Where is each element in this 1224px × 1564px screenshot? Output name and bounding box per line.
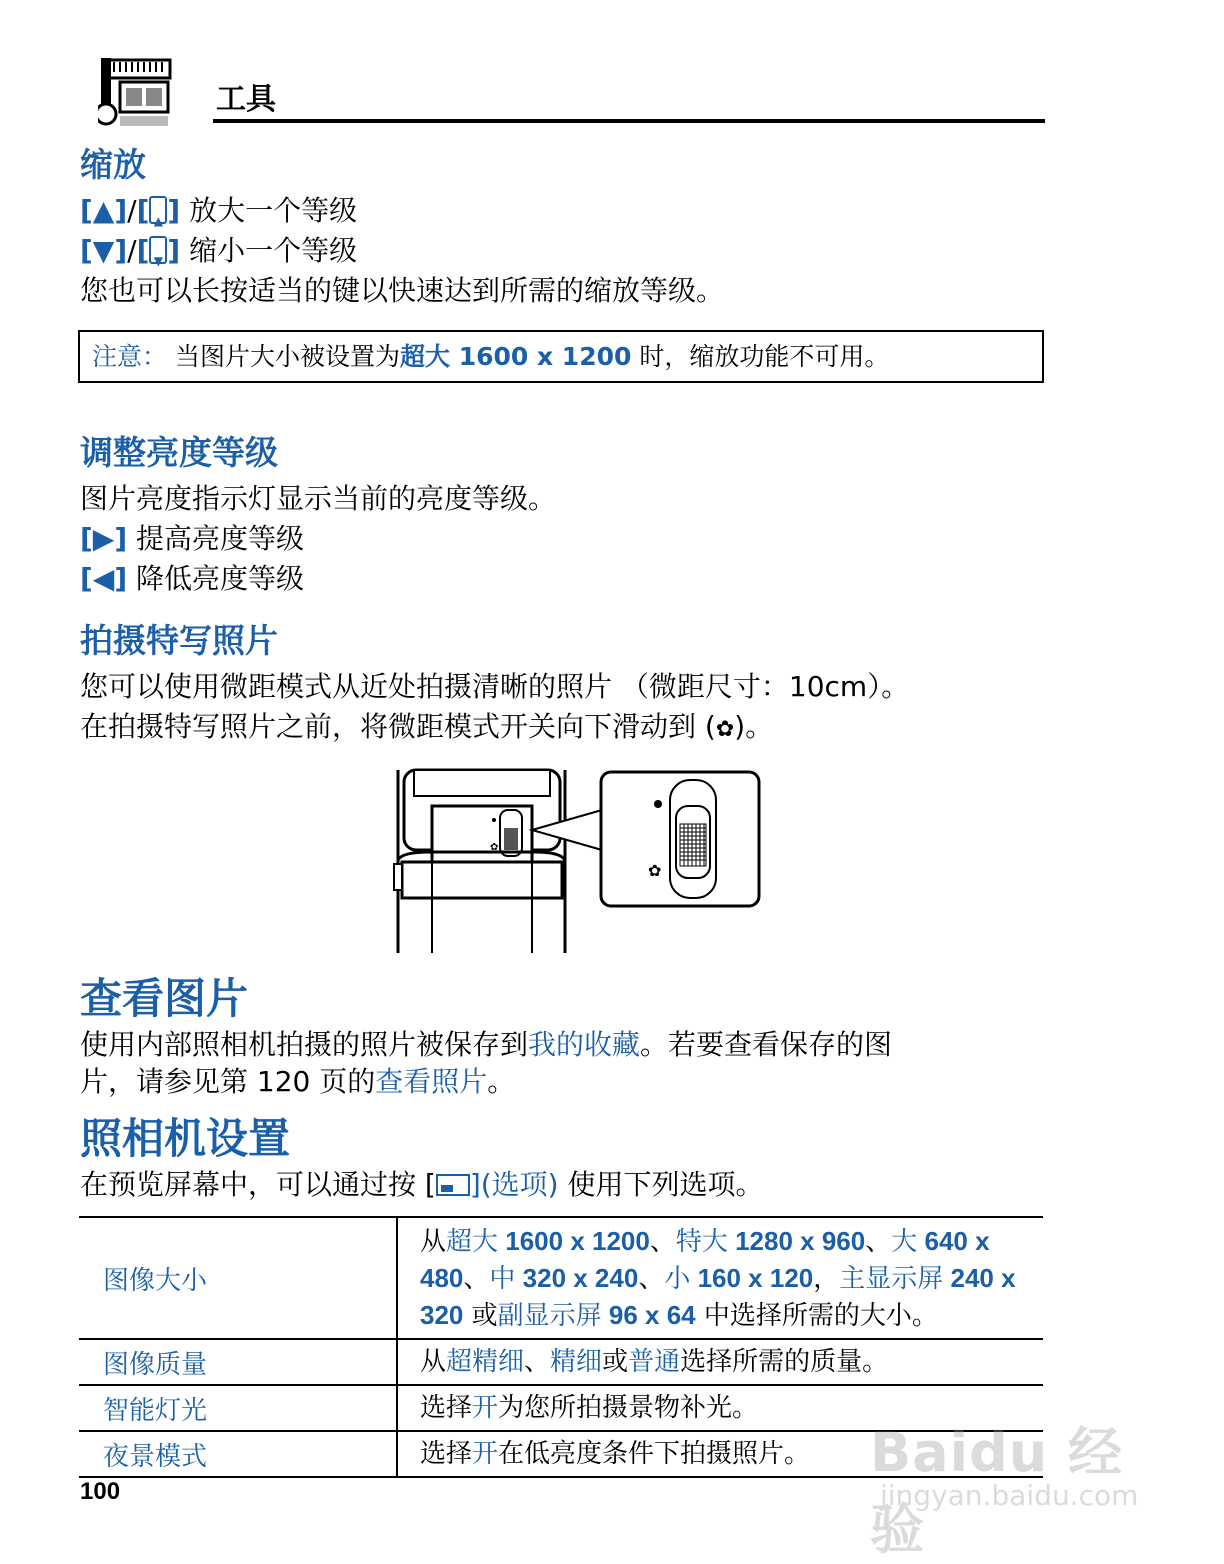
macro-switch-illustration bbox=[390, 768, 770, 958]
description-segment: 中 bbox=[489, 1263, 516, 1294]
brightness-intro: 图片亮度指示灯显示当前的亮度等级。 bbox=[80, 482, 557, 515]
description-segment: 、 bbox=[463, 1263, 490, 1294]
description-segment: 普通 bbox=[628, 1347, 681, 1377]
closeup-line2-before: 在拍摄特写照片之前，将微距模式开关向下滑动到 ( bbox=[80, 710, 716, 743]
closeup-line2 bbox=[80, 707, 773, 750]
description-segment: 320 x 240 bbox=[515, 1262, 639, 1293]
my-collection-link[interactable]: 我的收藏 bbox=[528, 1028, 641, 1061]
zoom-heading: 缩放 bbox=[80, 145, 146, 184]
svg-text:✿: ✿ bbox=[490, 842, 499, 853]
setting-name: 图像质量 bbox=[79, 1339, 397, 1385]
description-segment: 从 bbox=[420, 1226, 447, 1257]
description-segment: 为您所拍摄景物补光。 bbox=[498, 1393, 759, 1423]
volume-down-key-icon: ▼ bbox=[149, 236, 167, 264]
left-arrow-icon: [◀] bbox=[80, 562, 128, 595]
description-segment: 中选择所需的大小。 bbox=[695, 1300, 938, 1331]
description-segment: 精细 bbox=[550, 1347, 603, 1377]
description-segment: 1280 x 960 bbox=[727, 1225, 866, 1256]
description-segment: 选择所需的质量。 bbox=[680, 1347, 889, 1377]
view-pictures-text: 使用内部照相机拍摄的照片被保存到 bbox=[80, 1028, 529, 1061]
view-pictures-line2 bbox=[80, 1062, 515, 1102]
table-row bbox=[79, 1217, 1043, 1339]
tools-icon bbox=[98, 58, 172, 128]
view-pictures-heading: 查看图片 bbox=[80, 974, 249, 1023]
view-photos-link[interactable]: 查看照片 bbox=[375, 1065, 488, 1098]
right-arrow-icon: [▶] bbox=[80, 522, 128, 555]
brightness-increase-text: 提高亮度等级 bbox=[136, 522, 305, 555]
view-pictures-line1 bbox=[80, 1025, 892, 1065]
description-segment: 超大 bbox=[446, 1226, 499, 1257]
zoom-in-line: [▲]/[ ▲ ] 放大一个等级 bbox=[80, 194, 358, 228]
description-segment: 特大 bbox=[675, 1226, 728, 1257]
setting-name: 图像大小 bbox=[79, 1217, 397, 1339]
baidu-watermark bbox=[870, 1355, 1160, 1561]
description-segment: 从 bbox=[420, 1347, 447, 1377]
volume-up-key-icon: ▲ bbox=[149, 196, 167, 224]
up-arrow-icon: [▲] bbox=[80, 194, 128, 227]
description-segment: 副显示屏 bbox=[497, 1300, 602, 1331]
camera-settings-heading: 照相机设置 bbox=[80, 1114, 291, 1163]
brightness-decrease-text: 降低亮度等级 bbox=[136, 562, 305, 595]
description-segment: 或 bbox=[463, 1300, 498, 1331]
softkey-icon bbox=[436, 1174, 470, 1196]
header-divider bbox=[213, 119, 1045, 123]
description-segment: 在低亮度条件下拍摄照片。 bbox=[498, 1439, 811, 1469]
description-segment: 、 bbox=[649, 1226, 676, 1257]
options-softkey-label: ](选项) bbox=[469, 1168, 559, 1201]
description-segment: 大 bbox=[891, 1226, 918, 1257]
brightness-heading: 调整亮度等级 bbox=[80, 433, 278, 472]
description-segment: ， bbox=[813, 1263, 840, 1294]
camera-settings-intro bbox=[80, 1165, 764, 1205]
description-segment: 主显示屏 bbox=[839, 1263, 944, 1294]
description-segment: 开 bbox=[472, 1439, 499, 1469]
zoom-in-text: 放大一个等级 bbox=[189, 194, 358, 227]
svg-text:✿: ✿ bbox=[648, 861, 662, 880]
settings-intro-after: 使用下列选项。 bbox=[567, 1168, 764, 1201]
settings-intro-text: 在预览屏幕中，可以通过按 [ bbox=[80, 1168, 436, 1201]
note-label: 注意： bbox=[92, 342, 168, 371]
description-segment: 1600 x 1200 bbox=[498, 1225, 650, 1256]
zoom-out-line: [▼]/[ ▼ ] 缩小一个等级 bbox=[80, 234, 358, 268]
section-title: 工具 bbox=[216, 82, 276, 117]
zoom-hold-text: 您也可以长按适当的键以快速达到所需的缩放等级。 bbox=[80, 274, 725, 307]
description-segment: 240 x 320 bbox=[420, 1262, 1016, 1330]
brightness-increase-line bbox=[80, 519, 304, 559]
description-segment: 或 bbox=[602, 1347, 629, 1377]
description-segment: 小 bbox=[664, 1263, 691, 1294]
zoom-out-text: 缩小一个等级 bbox=[189, 234, 358, 267]
note-text-before: 当图片大小被设置为 bbox=[174, 342, 400, 371]
closeup-heading: 拍摄特写照片 bbox=[80, 621, 278, 660]
watermark-url: jingyan.baidu.com bbox=[880, 1479, 1139, 1512]
description-segment: 、 bbox=[524, 1347, 551, 1377]
closeup-line1: 您可以使用微距模式从近处拍摄清晰的照片 （微距尺寸：10cm）。 bbox=[80, 670, 910, 703]
watermark-brand: Baidu 经验 bbox=[870, 1421, 1124, 1561]
description-segment: 、 bbox=[865, 1226, 892, 1257]
note-highlight: 超大 1600 x 1200 bbox=[399, 342, 632, 371]
closeup-line2-after: )。 bbox=[734, 710, 774, 743]
down-arrow-icon: [▼] bbox=[80, 234, 128, 267]
view-pictures-text-after: 。若要查看保存的图 bbox=[640, 1028, 893, 1061]
page-number: 100 bbox=[80, 1478, 121, 1505]
setting-name: 夜景模式 bbox=[79, 1431, 397, 1477]
view-pictures-ref-end: 。 bbox=[487, 1065, 516, 1098]
description-segment: 96 x 64 bbox=[601, 1299, 696, 1330]
description-segment: 选择 bbox=[420, 1439, 473, 1469]
macro-flower-icon: ✿ bbox=[715, 717, 735, 742]
description-segment: 640 x 480 bbox=[420, 1225, 990, 1293]
description-segment: 超精细 bbox=[446, 1347, 525, 1377]
view-pictures-ref-text: 片，请参见第 120 页的 bbox=[80, 1065, 376, 1098]
setting-description bbox=[397, 1217, 1043, 1339]
note-box bbox=[78, 330, 1044, 383]
description-segment: 、 bbox=[638, 1263, 665, 1294]
note-text-after: 时，缩放功能不可用。 bbox=[639, 342, 890, 371]
description-segment: 选择 bbox=[420, 1393, 473, 1423]
description-segment: 160 x 120 bbox=[690, 1262, 814, 1293]
description-segment: 开 bbox=[472, 1393, 499, 1423]
setting-name: 智能灯光 bbox=[79, 1385, 397, 1431]
brightness-decrease-line bbox=[80, 559, 304, 599]
